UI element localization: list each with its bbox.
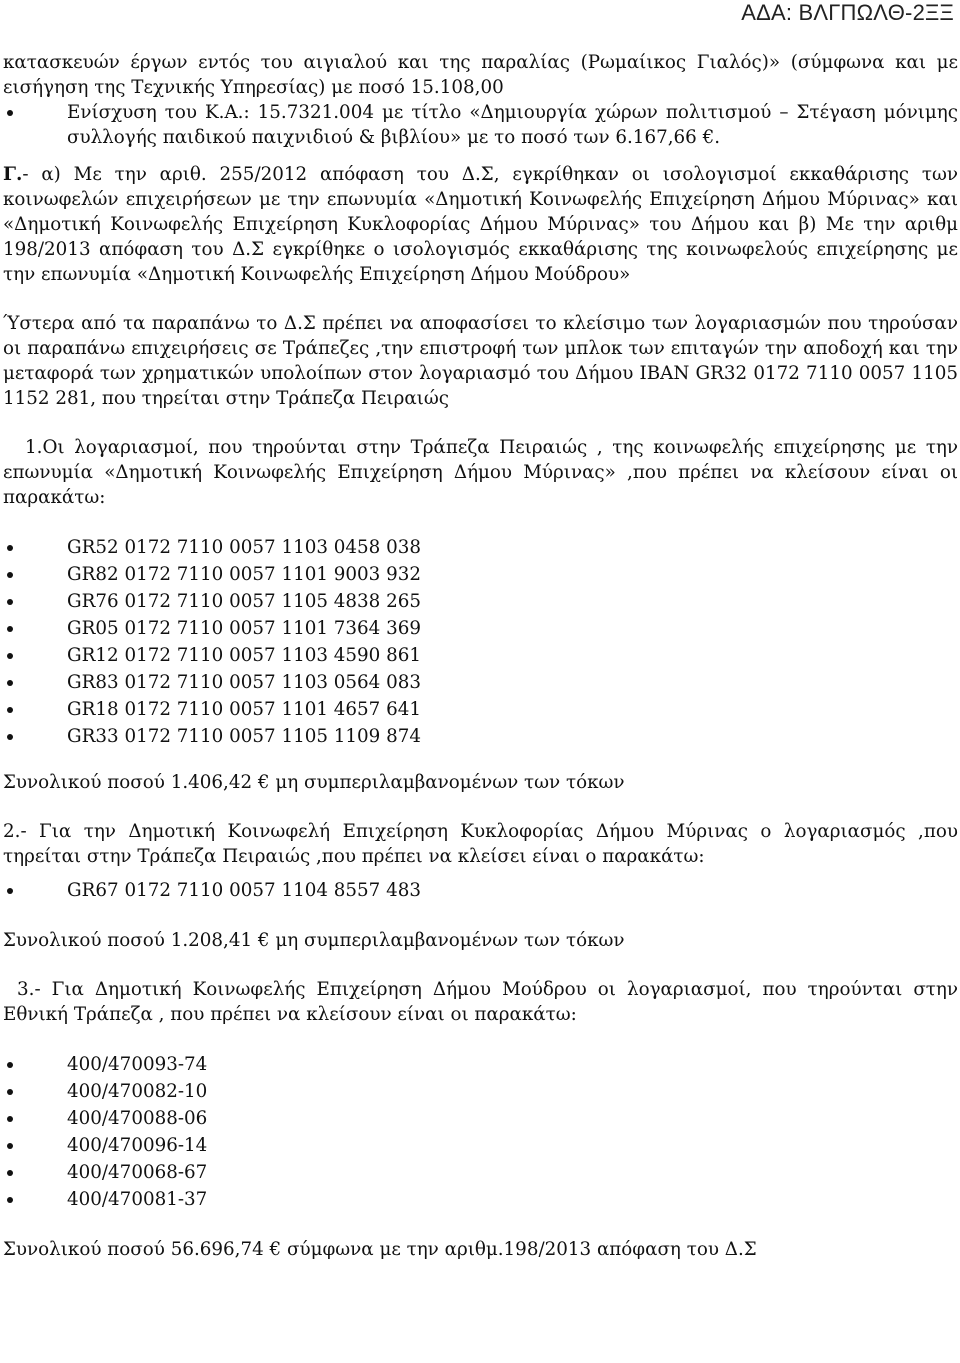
list-item: GR67 0172 7110 0057 1104 8557 483 bbox=[3, 877, 958, 904]
paragraph-top: κατασκευών έργων εντός του αιγιαλού και της παραλίας (Ρωμαίικος Γιαλός)» (σύμφωνα και με εισήγηση της Τεχνικής Υπηρεσίας) με ποσό 15.108,00 bbox=[3, 52, 958, 98]
section2-intro: 2.- Για την Δημοτική Κοινωφελή Επιχείρηση Κυκλοφορίας Δήμου Μύρινας ο λογαριασμός ,που τηρείται στην Τράπεζα Πειραιώς ,που πρέπει να κλείσει είναι ο παρακάτω: bbox=[3, 821, 958, 867]
section2-total: Συνολικού ποσού 1.208,41 € μη συμπεριλαμβανομένων των τόκων bbox=[3, 930, 625, 951]
section1-account-list bbox=[3, 534, 958, 750]
list-item: GR83 0172 7110 0057 1103 0564 083 bbox=[3, 669, 958, 696]
list-item: 400/470088-06 bbox=[3, 1105, 958, 1132]
list-item: 400/470096-14 bbox=[3, 1132, 958, 1159]
list-item: GR82 0172 7110 0057 1101 9003 932 bbox=[3, 561, 958, 588]
section1-intro: 1.Οι λογαριασμοί, που τηρούνται στην Τράπεζα Πειραιώς , της κοινωφελής επιχείρησης με την επωνυμία «Δημοτική Κοινωφελής Επιχείρηση Δήμου Μύρινας» ,που πρέπει να κλείσουν είναι οι παρακάτω: bbox=[3, 437, 958, 508]
paragraph-g bbox=[3, 162, 958, 287]
ada-code: ΑΔΑ: ΒΛΓΠΩΛΘ-2ΞΞ bbox=[741, 0, 954, 25]
list-item: GR76 0172 7110 0057 1105 4838 265 bbox=[3, 588, 958, 615]
list-item: 400/470093-74 bbox=[3, 1051, 958, 1078]
list-item: 400/470082-10 bbox=[3, 1078, 958, 1105]
section3-intro: 3.- Για Δημοτική Κοινωφελής Επιχείρηση Δήμου Μούδρου οι λογαριασμοί, που τηρούνται στην Εθνική Τράπεζα , που πρέπει να κλείσουν είναι οι παρακάτω: bbox=[3, 979, 958, 1025]
list-item: GR12 0172 7110 0057 1103 4590 861 bbox=[3, 642, 958, 669]
list-item: 400/470081-37 bbox=[3, 1186, 958, 1213]
list-item: GR33 0172 7110 0057 1105 1109 874 bbox=[3, 723, 958, 750]
bullet-item bbox=[3, 100, 958, 150]
paragraph-g-text: - α) Με την αριθ. 255/2012 απόφαση του Δ.Σ, εγκρίθηκαν οι ισολογισμοί εκκαθάρισης των κοινωφελών επιχειρήσεων με την επωνυμία «Δημοτική Κοινωφελής Επιχείρηση Δήμου Μύρινας» και «Δημοτική Κοινωφελής Επιχείρηση Κυκλοφορίας Δήμου Μύρινας» του Δήμου και β) Με την αριθμ 198/2013 απόφαση του Δ.Σ εγκρίθηκε ο ισολογισμός εκκαθάρισης της κοινωφελούς επιχείρησης με την επωνυμία «Δημοτική Κοινωφελής Επιχείρηση Δήμου Μούδρου» bbox=[3, 164, 958, 285]
paragraph-decision: Ύστερα από τα παραπάνω το Δ.Σ πρέπει να αποφασίσει το κλείσιμο των λογαριασμών που τηρούσαν οι παραπάνω επιχειρήσεις σε Τράπεζες ,την επιστροφή των μπλοκ των επιταγών την αποδοχή και την μεταφορά των χρηματικών υπολοίπων στον λογαριασμό του Δήμου IBAN GR32 0172 7110 0057 1105 1152 281, που τηρείται στην Τράπεζα Πειραιώς bbox=[3, 313, 958, 409]
list-item: 400/470068-67 bbox=[3, 1159, 958, 1186]
section2-account-list bbox=[3, 877, 958, 904]
paragraph-g-label: Γ. bbox=[3, 164, 23, 185]
bullet-item-text: Ενίσχυση του Κ.Α.: 15.7321.004 με τίτλο «Δημιουργία χώρων πολιτισμού – Στέγαση μόνιμης συλλογής παιδικού παιχνιδιού & βιβλίου» με το ποσό των 6.167,66 €. bbox=[67, 102, 958, 148]
list-item: GR05 0172 7110 0057 1101 7364 369 bbox=[3, 615, 958, 642]
document-body bbox=[0, 50, 960, 1262]
section1-total: Συνολικού ποσού 1.406,42 € μη συμπεριλαμβανομένων των τόκων bbox=[3, 772, 625, 793]
list-item: GR18 0172 7110 0057 1101 4657 641 bbox=[3, 696, 958, 723]
section3-account-list bbox=[3, 1051, 958, 1213]
section3-total: Συνολικού ποσού 56.696,74 € σύμφωνα με την αριθμ.198/2013 απόφαση του Δ.Σ bbox=[3, 1239, 757, 1260]
list-item: GR52 0172 7110 0057 1103 0458 038 bbox=[3, 534, 958, 561]
